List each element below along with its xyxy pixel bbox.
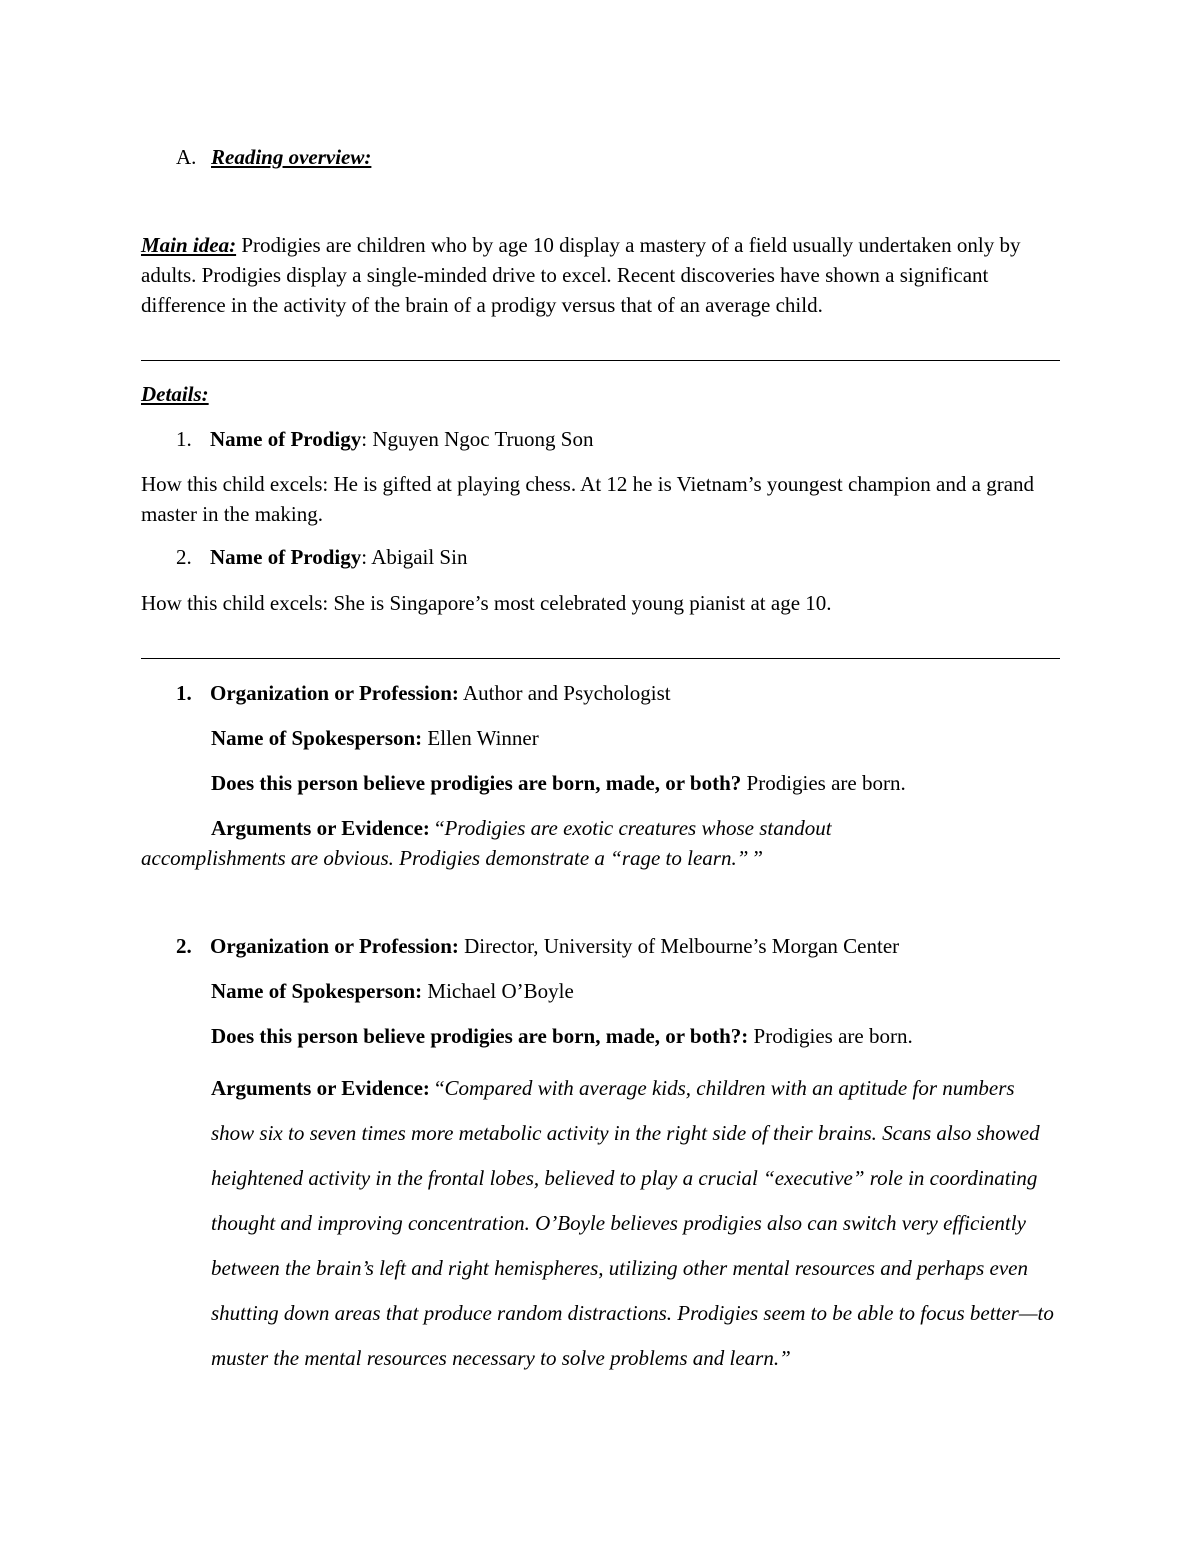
prodigy-excels-text (141, 469, 1041, 529)
prodigy-name-line (176, 542, 467, 572)
expert-name-line (211, 723, 539, 753)
org-label: Organization or Profession: (210, 681, 459, 705)
arguments-open-quote: “ (429, 1076, 445, 1100)
prodigy-name-label: Name of Prodigy (210, 427, 362, 451)
list-number: 2. (176, 545, 192, 569)
belief-label: Does this person believe prodigies are born, made, or both? (211, 771, 742, 795)
details-label (141, 379, 209, 409)
prodigy-name-value: : Abigail Sin (361, 545, 468, 569)
list-number: 1. (176, 427, 192, 451)
main-idea-text: Prodigies are children who by age 10 display a mastery of a field usually undertaken only by adults. Prodigies display a single-minded drive to excel. Recent discoveries have shown a significant difference in the activity of the brain of a prodigy versus that of an average child. (141, 233, 1021, 317)
spokesperson-value: Ellen Winner (422, 726, 539, 750)
prodigy-name-line (176, 424, 593, 454)
expert-number: 2. (176, 934, 192, 958)
prodigy-excels-text-content: How this child excels: She is Singapore’s most celebrated young pianist at age 10. (141, 591, 832, 615)
belief-value: Prodigies are born. (748, 1024, 913, 1048)
prodigy-name-value: : Nguyen Ngoc Truong Son (361, 427, 594, 451)
prodigy-name-label: Name of Prodigy (210, 545, 362, 569)
details-label-text: Details: (141, 382, 209, 406)
org-label: Organization or Profession: (210, 934, 459, 958)
spokesperson-label: Name of Spokesperson: (211, 726, 423, 750)
expert-org-line (176, 678, 671, 708)
org-value: Director, University of Melbourne’s Morgan Center (458, 934, 900, 958)
prodigy-excels-text (141, 588, 1061, 618)
prodigy-excels-text-content: How this child excels: He is gifted at playing chess. At 12 he is Vietnam’s youngest champion and a grand master in the making. (141, 472, 1035, 526)
main-idea-paragraph (141, 230, 1061, 320)
spokesperson-label: Name of Spokesperson: (211, 979, 423, 1003)
main-idea-label: Main idea: (141, 233, 237, 257)
spokesperson-value: Michael O’Boyle (422, 979, 574, 1003)
expert-org-line (176, 931, 899, 961)
section-letter: A. (176, 145, 197, 169)
expert-belief-line (211, 768, 906, 798)
org-value: Author and Psychologist (458, 681, 671, 705)
section-heading (176, 142, 371, 172)
arguments-open-quote: “ (429, 816, 445, 840)
belief-label: Does this person believe prodigies are born, made, or both?: (211, 1024, 749, 1048)
section-title: Reading overview: (211, 145, 372, 169)
arguments-label: Arguments or Evidence: (211, 816, 430, 840)
arguments-text: Compared with average kids, children with an aptitude for numbers show six to seven times more metabolic activity in the right side of their brains. Scans also showed heightened activity in the frontal lobes, believed to play a crucial “executive” role in coordinating thought and improving concentration. O’Boyle believes prodigies also can switch very efficiently between the brain’s left and right hemispheres, utilizing other mental resources and perhaps even shutting down areas that produce random distractions. Prodigies seem to be able to focus better—to muster the mental resources necessary to solve problems and learn.” (211, 1076, 1054, 1370)
expert-name-line (211, 976, 574, 1006)
divider-rule (141, 658, 1060, 659)
expert-arguments (211, 1066, 1061, 1381)
arguments-label: Arguments or Evidence: (211, 1076, 430, 1100)
expert-arguments (141, 813, 941, 873)
expert-belief-line (211, 1021, 913, 1051)
divider-rule (141, 360, 1060, 361)
belief-value: Prodigies are born. (741, 771, 906, 795)
arguments-close-quote: ” (753, 846, 763, 870)
expert-number: 1. (176, 681, 192, 705)
arguments-text: Prodigies are exotic creatures whose standout accomplishments are obvious. Prodigies demonstrate a “rage to learn.” (141, 816, 832, 870)
